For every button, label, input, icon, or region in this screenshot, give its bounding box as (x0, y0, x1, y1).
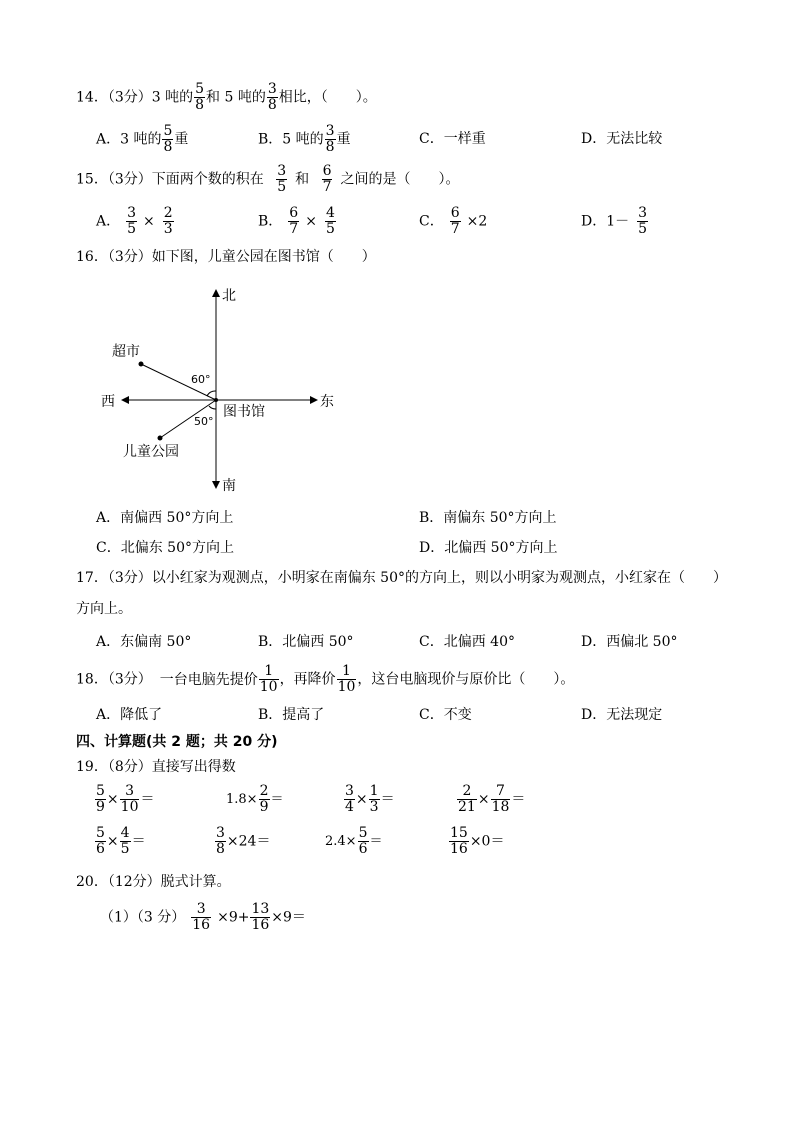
expression-7: 2.4× $\frac{5}{6}$ ＝ (325, 825, 383, 857)
q15-option-a[interactable]: A． $\frac{3}{5}$ × $\frac{2}{3}$ (96, 205, 173, 237)
angle-50-label: 50° (194, 415, 214, 428)
q15-option-d[interactable]: D．1－ $\frac{3}{5}$ (581, 205, 648, 237)
angle-arc-60 (207, 391, 216, 396)
expression-4: $\frac{2}{21}$ × $\frac{7}{18}$ ＝ (458, 783, 526, 815)
library-label: 图书馆 (223, 404, 265, 420)
q16-option-d[interactable]: D．北偏西 50°方向上 (419, 540, 558, 556)
angle-60-label: 60° (191, 373, 211, 386)
q16-option-b[interactable]: B．南偏东 50°方向上 (419, 510, 557, 526)
expression-3: $\frac{3}{4}$ × $\frac{1}{3}$ ＝ (345, 783, 395, 815)
section-heading: 四、计算题(共 2 题；共 20 分) (76, 734, 278, 750)
q18-option-c[interactable]: C．不变 (419, 707, 472, 723)
q17-option-a[interactable]: A．东偏南 50° (96, 634, 192, 650)
q17-option-c[interactable]: C．北偏西 40° (419, 634, 515, 650)
east-label: 东 (320, 394, 334, 410)
q18-option-d[interactable]: D．无法现定 (581, 707, 663, 723)
expression-8: $\frac{15}{16}$ ×0＝ (450, 825, 505, 857)
question-18: 18．（3分） 一台电脑先提价 $\frac{1}{10}$ ，再降价 $\frac{1}{10}$ ，这台电脑现价与原价比（ ）。 (76, 663, 575, 695)
q14-option-d[interactable]: D．无法比较 (581, 131, 663, 147)
north-label: 北 (222, 288, 236, 304)
question-20: 20．（12分）脱式计算。 (76, 874, 231, 890)
q15-option-c[interactable]: C． $\frac{6}{7}$ ×2 (419, 205, 488, 237)
question-19: 19．（8分）直接写出得数 (76, 759, 236, 775)
q15-option-b[interactable]: B． $\frac{6}{7}$ × $\frac{4}{5}$ (258, 205, 335, 237)
supermarket-point (139, 362, 144, 367)
question-16: 16．（3分）如下图，儿童公园在图书馆（ ） (76, 249, 376, 265)
question-17: 17．（3分）以小红家为观测点，小明家在南偏东 50°的方向上，则以小明家为观测点，小红家在（ ） (76, 570, 727, 586)
expression-6: $\frac{3}{8}$ ×24＝ (216, 825, 271, 857)
west-label: 西 (101, 394, 115, 410)
south-label: 南 (222, 478, 236, 494)
q17-option-b[interactable]: B．北偏西 50° (258, 634, 354, 650)
fraction: $\frac{5}{8}$ (195, 81, 205, 113)
park-point (158, 436, 163, 441)
question-number: 14．（3分） (76, 89, 152, 106)
q18-option-b[interactable]: B．提高了 (258, 707, 325, 723)
direction-diagram (95, 282, 355, 494)
expression-2: 1.8× $\frac{2}{9}$ ＝ (226, 783, 284, 815)
expression-1: $\frac{5}{9}$ × $\frac{3}{10}$ ＝ (96, 783, 155, 815)
expression-5: $\frac{5}{6}$ × $\frac{4}{5}$ ＝ (96, 825, 146, 857)
supermarket-label: 超市 (112, 344, 140, 360)
park-label: 儿童公园 (123, 444, 179, 460)
library-point (214, 398, 218, 402)
q16-option-c[interactable]: C．北偏东 50°方向上 (96, 540, 234, 556)
angle-arc-50 (209, 406, 216, 409)
question-17-cont: 方向上。 (76, 601, 132, 617)
question-15: 15．（3分）下面两个数的积在 $\frac{3}{5}$ 和 $\frac{6}{7}$ 之间的是（ ）。 (76, 163, 460, 195)
q14-option-b[interactable]: B．5 吨的 $\frac{3}{8}$ 重 (258, 123, 351, 155)
q17-option-d[interactable]: D．西偏北 50° (581, 634, 678, 650)
q16-option-a[interactable]: A．南偏西 50°方向上 (96, 510, 234, 526)
q18-option-a[interactable]: A．降低了 (96, 707, 163, 723)
q14-option-c[interactable]: C．一样重 (419, 131, 486, 147)
question-14: 14．（3分）3 吨的 $\frac{5}{8}$ 和 5 吨的 $\frac{3}{8}$ 相比，（ ）。 (76, 81, 377, 113)
q14-option-a[interactable]: A．3 吨的 $\frac{5}{8}$ 重 (96, 123, 189, 155)
fraction: $\frac{3}{8}$ (267, 81, 277, 113)
question-20-part-1: （1）（3 分） $\frac{3}{16}$ ×9+ $\frac{13}{16}$ ×9＝ (100, 901, 306, 933)
